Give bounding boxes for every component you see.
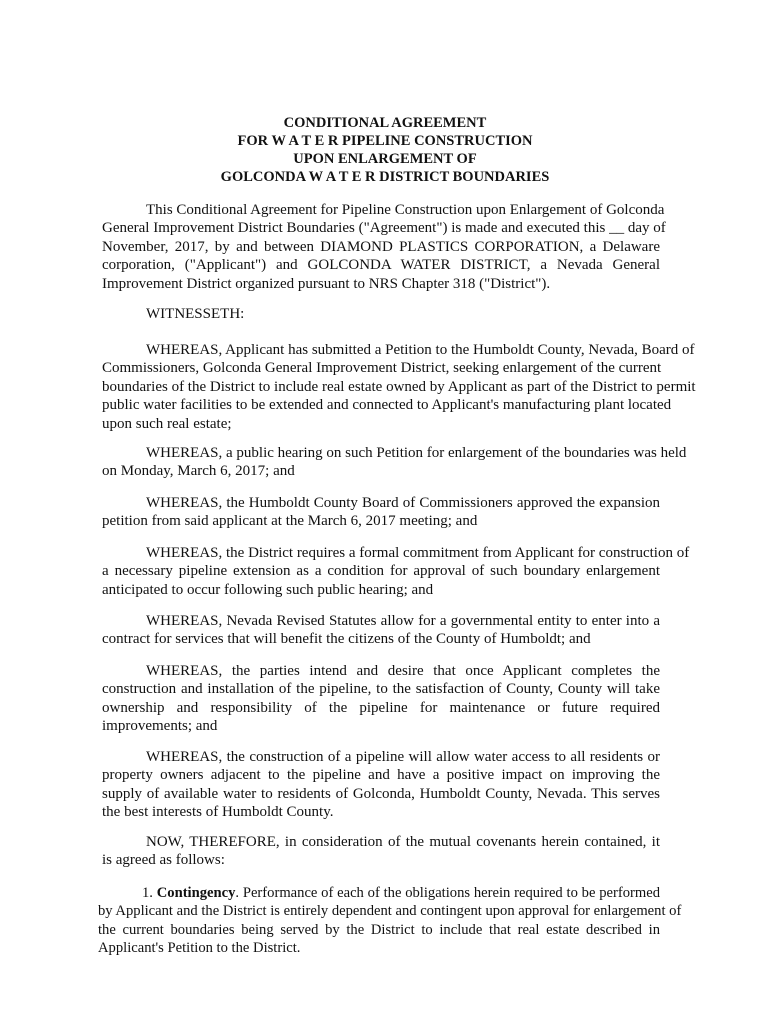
title-line: UPON ENLARGEMENT OF xyxy=(293,151,477,167)
document-title xyxy=(0,114,770,186)
text-line: Applicant's Petition to the District. xyxy=(98,940,301,957)
whereas-paragraph-4 xyxy=(102,544,690,599)
section-text: . Performance of each of the obligations herein required to be performed xyxy=(235,885,660,901)
text-line: WHEREAS, the Humboldt County Board of Commissioners approved the expansion xyxy=(146,495,660,511)
text-line: public water facilities to be extended and connected to Applicant's manufacturing plant located xyxy=(102,397,672,414)
text-line: upon such real estate; xyxy=(102,415,232,432)
text-line: WHEREAS, the parties intend and desire that once Applicant completes the xyxy=(146,663,660,679)
title-line: GOLCONDA W A T E R DISTRICT BOUNDARIES xyxy=(220,169,550,185)
text-line: General Improvement District Boundaries ("Agreement") is made and executed this __ day of xyxy=(102,220,666,237)
text-line: WHEREAS, the District requires a formal commitment from Applicant for construction of xyxy=(146,545,690,561)
text-line: WITNESSETH: xyxy=(146,306,245,322)
section-1-contingency xyxy=(98,884,682,958)
text-line: NOW, THEREFORE, in consideration of the mutual covenants herein contained, it xyxy=(146,834,660,850)
now-therefore-paragraph xyxy=(102,833,660,870)
whereas-paragraph-1 xyxy=(102,341,696,433)
text-line: WHEREAS, Nevada Revised Statutes allow for a governmental entity to enter into a xyxy=(146,613,660,629)
text-line: This Conditional Agreement for Pipeline Construction upon Enlargement of Golconda xyxy=(146,202,665,218)
intro-paragraph xyxy=(102,201,666,293)
text-line: construction and installation of the pipeline, to the satisfaction of County, County will take xyxy=(102,681,660,698)
whereas-paragraph-3 xyxy=(102,494,660,531)
text-line: property owners adjacent to the pipeline and have a positive impact on improving the xyxy=(102,767,660,784)
text-line xyxy=(98,884,660,902)
witnesseth-heading xyxy=(102,305,660,323)
whereas-paragraph-2 xyxy=(102,444,687,481)
text-line: Commissioners, Golconda General Improvement District, seeking enlargement of the current xyxy=(102,360,662,377)
text-line: November, 2017, by and between DIAMOND PLASTICS CORPORATION, a Delaware xyxy=(102,238,660,255)
text-line: corporation, ("Applicant") and GOLCONDA WATER DISTRICT, a Nevada General xyxy=(102,257,660,274)
text-line: the current boundaries being served by the District to include that real estate described in xyxy=(98,921,660,938)
text-line: WHEREAS, a public hearing on such Petition for enlargement of the boundaries was held xyxy=(146,445,687,461)
section-number: 1. xyxy=(142,885,153,901)
text-line: is agreed as follows: xyxy=(102,852,225,869)
text-line: contract for services that will benefit the citizens of the County of Humboldt; and xyxy=(102,631,591,648)
text-line: boundaries of the District to include real estate owned by Applicant as part of the District to permit xyxy=(102,378,696,395)
whereas-paragraph-5 xyxy=(102,612,660,649)
text-line: WHEREAS, Applicant has submitted a Petition to the Humboldt County, Nevada, Board of xyxy=(146,342,695,358)
text-line: ownership and responsibility of the pipeline for maintenance or future required xyxy=(102,699,660,716)
section-heading: Contingency xyxy=(156,885,236,901)
text-line: improvements; and xyxy=(102,718,218,735)
text-line: petition from said applicant at the March 6, 2017 meeting; and xyxy=(102,513,478,530)
title-line: CONDITIONAL AGREEMENT xyxy=(283,115,487,131)
whereas-paragraph-6 xyxy=(102,662,660,736)
text-line: WHEREAS, the construction of a pipeline will allow water access to all residents or xyxy=(146,749,660,765)
text-line: on Monday, March 6, 2017; and xyxy=(102,463,295,480)
text-line: anticipated to occur following such public hearing; and xyxy=(102,581,434,598)
title-line: FOR W A T E R PIPELINE CONSTRUCTION xyxy=(237,133,533,149)
text-line: Improvement District organized pursuant to NRS Chapter 318 ("District"). xyxy=(102,275,551,292)
whereas-paragraph-7 xyxy=(102,748,660,822)
text-line: by Applicant and the District is entirely dependent and contingent upon approval for enlargement of xyxy=(98,903,682,920)
text-line: a necessary pipeline extension as a condition for approval of such boundary enlargement xyxy=(102,563,660,580)
text-line: the best interests of Humboldt County. xyxy=(102,804,334,821)
text-line: supply of available water to residents of Golconda, Humboldt County, Nevada. This serves xyxy=(102,785,660,802)
